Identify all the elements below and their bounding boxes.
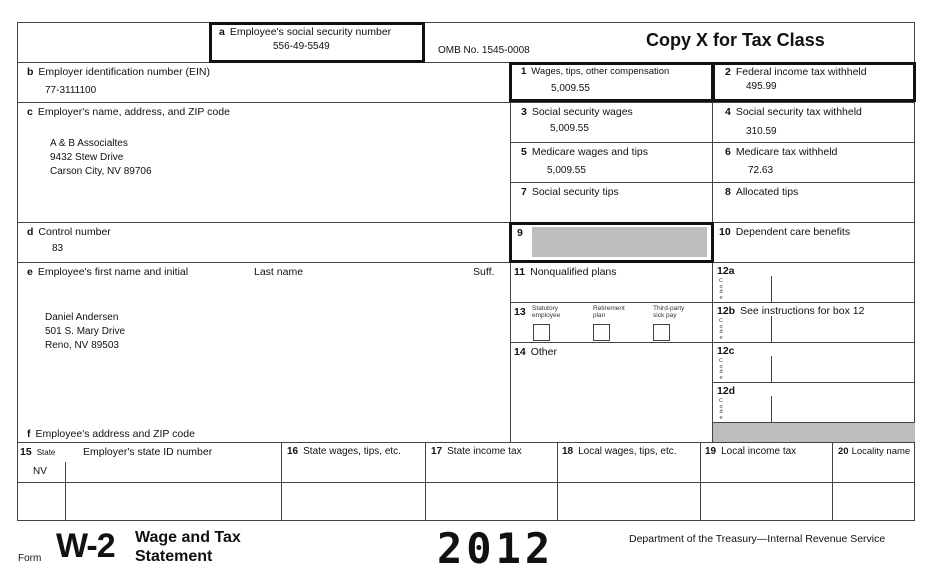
box-number: 2 bbox=[725, 66, 731, 78]
employee-city[interactable]: Reno, NV 89503 bbox=[45, 340, 119, 351]
box18-label-text: Local wages, tips, etc. bbox=[578, 446, 677, 457]
box10-label-text: Dependent care benefits bbox=[735, 226, 851, 238]
ein-value[interactable]: 77-3111100 bbox=[45, 85, 97, 96]
box12b-label bbox=[717, 305, 864, 317]
box2-label-text: Federal income tax withheld bbox=[735, 66, 867, 78]
thirdparty-checkbox[interactable] bbox=[653, 324, 670, 341]
box-a-label bbox=[219, 26, 391, 38]
box-number: 8 bbox=[725, 186, 731, 198]
box9-border bbox=[509, 222, 714, 263]
grid-line bbox=[557, 442, 558, 521]
code-label: Code bbox=[719, 318, 723, 341]
box7-label-text: Social security tips bbox=[531, 186, 619, 198]
box12b-label-text: See instructions for box 12 bbox=[740, 305, 865, 317]
box-d-label-text: Control number bbox=[38, 226, 111, 238]
box-letter: f bbox=[27, 428, 31, 440]
grid-line bbox=[832, 442, 833, 521]
box18-label bbox=[562, 446, 677, 457]
code-label: Code bbox=[719, 398, 723, 421]
box12c-label bbox=[717, 345, 740, 357]
grid-line bbox=[425, 442, 426, 521]
omb-number: OMB No. 1545-0008 bbox=[438, 45, 530, 56]
grid-line bbox=[17, 482, 915, 483]
grid-line bbox=[712, 382, 915, 383]
box17-label-text: State income tax bbox=[447, 446, 522, 457]
box6-label bbox=[725, 146, 837, 158]
box12-shade bbox=[713, 423, 915, 442]
box-number: 3 bbox=[521, 106, 527, 118]
box-number: 9 bbox=[517, 227, 523, 239]
box7-label bbox=[521, 186, 619, 198]
box-number: 11 bbox=[514, 266, 526, 278]
box-letter: b bbox=[27, 66, 34, 78]
box12d-label bbox=[717, 385, 740, 397]
box11-label-text: Nonqualified plans bbox=[530, 266, 617, 278]
box-f-label bbox=[27, 428, 195, 440]
box-letter: d bbox=[27, 226, 34, 238]
box19-label-text: Local income tax bbox=[721, 446, 797, 457]
box-b-label bbox=[27, 66, 210, 78]
box15-label bbox=[20, 446, 55, 458]
box-number: 7 bbox=[521, 186, 527, 198]
box20-label bbox=[838, 446, 914, 457]
box-letter: e bbox=[27, 266, 33, 278]
wages-value[interactable]: 5,009.55 bbox=[551, 83, 590, 94]
ss-tax-value[interactable]: 310.59 bbox=[746, 126, 777, 137]
suffix-label: Suff. bbox=[473, 266, 495, 278]
box5-label-text: Medicare wages and tips bbox=[531, 146, 648, 158]
statutory-checkbox[interactable] bbox=[533, 324, 550, 341]
box8-label bbox=[725, 186, 798, 198]
code-label: Code bbox=[719, 358, 723, 381]
grid-line bbox=[17, 442, 915, 443]
box-number: 18 bbox=[562, 446, 574, 457]
employee-street[interactable]: 501 S. Mary Drive bbox=[45, 326, 126, 337]
grid-line bbox=[771, 356, 772, 382]
federal-tax-value[interactable]: 495.99 bbox=[746, 81, 777, 92]
box3-label bbox=[521, 106, 633, 118]
form-word: Form bbox=[18, 553, 42, 564]
tax-year: 2012 bbox=[437, 524, 555, 573]
employee-name[interactable]: Daniel Andersen bbox=[45, 312, 119, 323]
box-number: 10 bbox=[719, 226, 731, 238]
box-c-label-text: Employer's name, address, and ZIP code bbox=[37, 106, 230, 118]
box-e-label-text: Employee's first name and initial bbox=[37, 266, 189, 278]
box-f-label-text: Employee's address and ZIP code bbox=[35, 428, 195, 440]
box-letter: c bbox=[27, 106, 33, 118]
box8-label-text: Allocated tips bbox=[735, 186, 799, 198]
box9-label bbox=[517, 227, 528, 239]
box-a-label-text: Employee's social security number bbox=[229, 26, 392, 38]
box-c-label bbox=[27, 106, 230, 118]
state-id-label: Employer's state ID number bbox=[83, 446, 213, 458]
box1-label bbox=[521, 66, 669, 77]
box19-label bbox=[705, 446, 796, 457]
grid-line bbox=[771, 396, 772, 422]
box-d-label bbox=[27, 226, 111, 238]
box6-label-text: Medicare tax withheld bbox=[735, 146, 838, 158]
box4-label-text: Social security tax withheld bbox=[735, 106, 862, 118]
box13-label bbox=[514, 306, 531, 318]
box-number: 13 bbox=[514, 306, 526, 318]
box16-label-text: State wages, tips, etc. bbox=[303, 446, 401, 457]
form-title-line1: Wage and Tax bbox=[135, 529, 241, 546]
box-number: 20 bbox=[838, 446, 849, 457]
ssn-value[interactable]: 556-49-5549 bbox=[273, 41, 330, 52]
employer-city[interactable]: Carson City, NV 89706 bbox=[50, 166, 152, 177]
code-label: Code bbox=[719, 278, 723, 301]
grid-line bbox=[17, 262, 915, 263]
state-label: State bbox=[36, 448, 56, 457]
box20-label-text: Locality name bbox=[851, 446, 911, 457]
box-b-label-text: Employer identification number (EIN) bbox=[38, 66, 210, 78]
thirdparty-label: Third-party sick pay bbox=[653, 305, 685, 319]
box12a-label bbox=[717, 265, 740, 277]
ss-wages-value[interactable]: 5,009.55 bbox=[550, 123, 589, 134]
grid-line bbox=[771, 276, 772, 302]
box-number: 12c bbox=[717, 345, 735, 357]
box-number: 6 bbox=[725, 146, 731, 158]
box-number: 5 bbox=[521, 146, 527, 158]
medicare-tax-value[interactable]: 72.63 bbox=[748, 165, 774, 176]
grid-line bbox=[700, 442, 701, 521]
employer-name[interactable]: A & B Associaltes bbox=[50, 138, 128, 149]
box16-label bbox=[287, 446, 401, 457]
copy-title: Copy X for Tax Class bbox=[646, 30, 825, 50]
last-name-label: Last name bbox=[254, 266, 304, 278]
box10-label bbox=[719, 226, 850, 238]
box14-label bbox=[514, 346, 557, 358]
box2-label bbox=[725, 66, 867, 78]
retirement-checkbox[interactable] bbox=[593, 324, 610, 341]
box-e-label bbox=[27, 266, 188, 278]
form-name: W-2 bbox=[56, 527, 115, 565]
box11-label bbox=[514, 266, 617, 278]
box14-label-text: Other bbox=[530, 346, 557, 358]
box3-label-text: Social security wages bbox=[531, 106, 633, 118]
box-number: 1 bbox=[521, 66, 527, 77]
grid-line bbox=[65, 462, 66, 521]
control-number-value[interactable]: 83 bbox=[52, 243, 64, 254]
grid-line bbox=[281, 442, 282, 521]
employer-street[interactable]: 9432 Stew Drive bbox=[50, 152, 124, 163]
box-number: 15 bbox=[20, 446, 32, 458]
box-number: 17 bbox=[431, 446, 443, 457]
box-number: 19 bbox=[705, 446, 717, 457]
box5-label bbox=[521, 146, 648, 158]
grid-line bbox=[17, 102, 915, 103]
box-number: 16 bbox=[287, 446, 299, 457]
form-title-line2: Statement bbox=[135, 548, 213, 565]
grid-line bbox=[771, 316, 772, 342]
statutory-label: Statutory employee bbox=[532, 305, 561, 319]
box-number: 12a bbox=[717, 265, 735, 277]
box-number: 14 bbox=[514, 346, 526, 358]
box-number: 12b bbox=[717, 305, 736, 317]
state-value[interactable]: NV bbox=[33, 466, 47, 477]
department-text: Department of the Treasury—Internal Revenue Service bbox=[629, 533, 886, 545]
box-number: 4 bbox=[725, 106, 731, 118]
medicare-wages-value[interactable]: 5,009.55 bbox=[547, 165, 586, 176]
box-number: 12d bbox=[717, 385, 736, 397]
box17-label bbox=[431, 446, 522, 457]
box1-label-text: Wages, tips, other compensation bbox=[531, 66, 670, 77]
box-letter: a bbox=[219, 26, 225, 38]
retirement-label: Retirement plan bbox=[593, 305, 625, 319]
box4-label bbox=[725, 106, 862, 118]
grid-line bbox=[17, 222, 915, 223]
